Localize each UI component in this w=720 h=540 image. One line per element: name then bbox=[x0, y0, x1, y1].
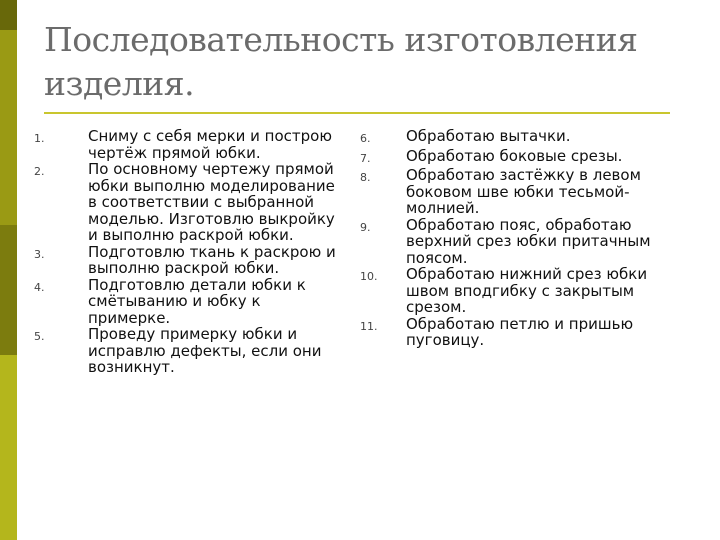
decorative-sidebar bbox=[0, 0, 17, 540]
list-item-text: Обработаю петлю и пришью пуговицу. bbox=[406, 314, 634, 349]
list-item-number: 1. bbox=[34, 132, 45, 145]
list-item bbox=[360, 128, 670, 148]
list-item bbox=[34, 161, 340, 244]
list-item bbox=[34, 128, 340, 161]
list-item-number: 10. bbox=[360, 270, 378, 283]
list-item-text: Обработаю вытачки. bbox=[406, 127, 571, 145]
list-item-number: 4. bbox=[34, 280, 45, 294]
sidebar-block bbox=[0, 225, 17, 355]
list-item-number: 2. bbox=[34, 165, 45, 178]
list-item-text: По основному чертежу прямой юбки выполню моделирование в соответствии с выбранной моделью. Изготовлю выкройку и выполню раскрой юбки. bbox=[88, 160, 335, 244]
list-item bbox=[360, 316, 670, 349]
list-item bbox=[34, 277, 340, 327]
list-item-text: Обработаю боковые срезы. bbox=[406, 146, 623, 165]
title-divider bbox=[44, 112, 670, 114]
list-item-text: Обработаю нижний срез юбки швом вподгибку с закрытым срезом. bbox=[406, 265, 648, 316]
list-item bbox=[360, 217, 670, 267]
list-item-number: 5. bbox=[34, 330, 45, 343]
list-item bbox=[360, 167, 670, 217]
list-item-number: 6. bbox=[360, 132, 371, 145]
list-item bbox=[360, 266, 670, 316]
sidebar-block bbox=[0, 30, 17, 225]
steps-list-left bbox=[34, 128, 340, 376]
list-item-text: Проведу примерку юбки и исправлю дефекты, если они возникнут. bbox=[88, 325, 322, 376]
steps-list-right bbox=[360, 128, 670, 349]
list-item-text: Подготовлю ткань к раскрою и выполню раскрой юбки. bbox=[88, 242, 336, 277]
list-item-text: Обработаю застёжку в левом боковом шве юбки тесьмой-молнией. bbox=[406, 166, 641, 217]
list-item bbox=[34, 326, 340, 376]
list-item bbox=[360, 148, 670, 168]
list-item-number: 7. bbox=[360, 151, 371, 165]
list-item-number: 11. bbox=[360, 319, 378, 333]
list-item-text: Подготовлю детали юбки к смётыванию и юбку к примерке. bbox=[88, 275, 306, 327]
list-item-text: Обработаю пояс, обработаю верхний срез юбки притачным поясом. bbox=[406, 215, 651, 267]
list-item-number: 8. bbox=[360, 171, 371, 184]
slide-title: Последовательность изготовления изделия. bbox=[44, 20, 638, 103]
list-item-number: 9. bbox=[360, 220, 371, 234]
sidebar-block bbox=[0, 0, 17, 30]
list-item-number: 3. bbox=[34, 247, 45, 261]
list-item bbox=[34, 244, 340, 277]
sidebar-block bbox=[0, 355, 17, 540]
list-item-text: Сниму с себя мерки и построю чертёж прямой юбки. bbox=[88, 127, 332, 162]
